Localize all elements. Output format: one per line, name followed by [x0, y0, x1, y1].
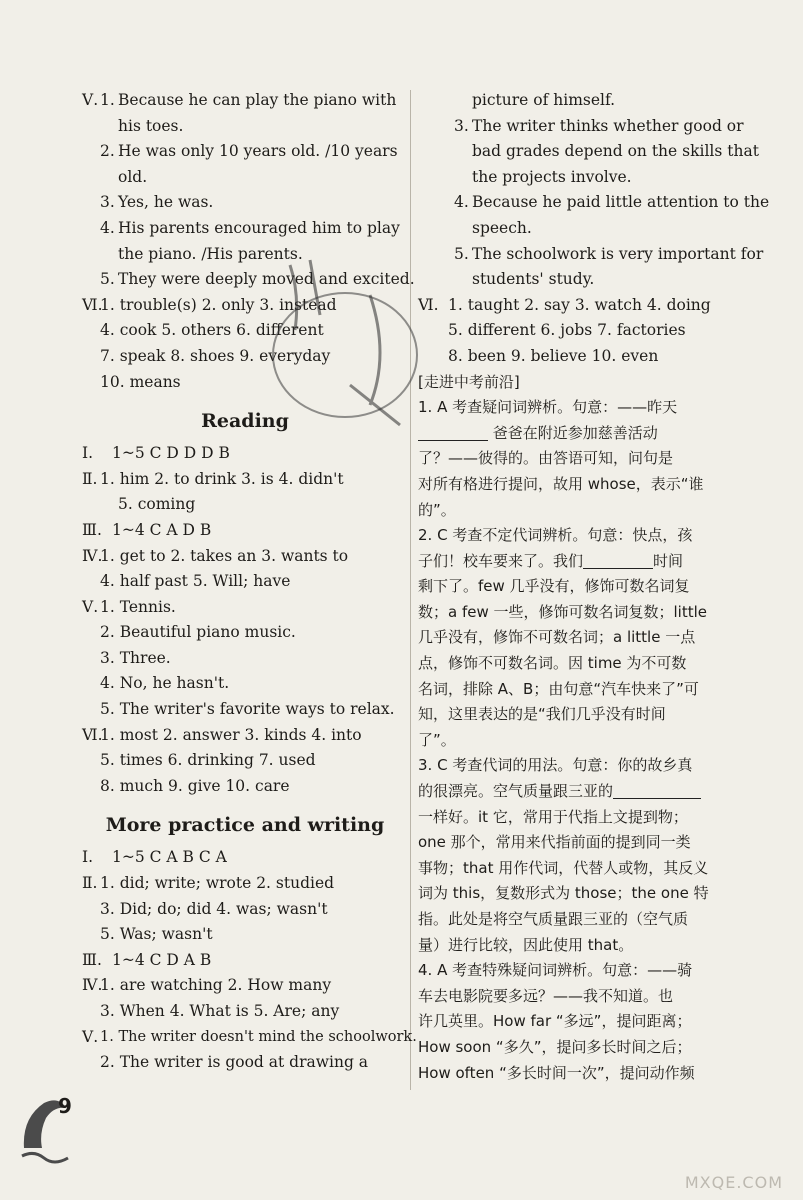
answer-text: 8. much 9. give 10. care [100, 776, 290, 795]
answer-line [82, 999, 408, 1025]
section-mark: Ⅳ. [82, 546, 103, 565]
section-mark: Ⅵ. [82, 725, 103, 744]
explanation-line [418, 779, 748, 805]
column-divider [410, 90, 411, 1090]
answer-line [418, 318, 748, 344]
answer-line [418, 293, 748, 319]
answer-line [82, 671, 408, 697]
section-mark: Ⅴ. [82, 597, 99, 616]
answer-line [82, 441, 408, 467]
answer-text: 1. did; write; wrote 2. studied [100, 874, 335, 893]
answer-line [82, 723, 408, 749]
section-mark: Ⅵ. [82, 295, 103, 314]
answer-line [418, 165, 748, 191]
explanation-text: 1. A 考查疑问词辨析。句意：——昨天 [418, 398, 678, 417]
answer-line [82, 845, 408, 871]
answer-text: old. [118, 167, 148, 186]
answer-text: 8. been 9. believe 10. even [448, 346, 659, 365]
explanation-4 [418, 958, 748, 1086]
section-mark: Ⅳ. [82, 976, 103, 995]
answer-line [82, 370, 408, 396]
answer-text: 1. The writer doesn't mind the schoolwork. [100, 1028, 417, 1045]
answer-text: 3. Did; do; did 4. was; wasn't [100, 899, 328, 918]
explanation-text: 名词，排除 A、B；由句意“汽车快来了”可 [418, 679, 699, 698]
answer-text: 1. get to 2. takes an 3. wants to [100, 546, 349, 565]
answer-text: 7. speak 8. shoes 9. everyday [100, 346, 331, 365]
explanation-text: 几乎没有，修饰不可数名词；a little 一点 [418, 628, 696, 647]
answer-text: 5. Was; wasn't [100, 925, 213, 944]
section-heading-more-practice: More practice and writing [105, 814, 385, 837]
answer-text: 1~5 C D D D B [112, 444, 230, 463]
answer-line [82, 871, 408, 897]
answer-text: 4. cook 5. others 6. different [100, 321, 324, 340]
explanation-text: 的”。 [418, 500, 456, 519]
left-column [82, 88, 417, 1076]
answer-line [82, 518, 408, 544]
answer-text: The schoolwork is very important for [472, 244, 764, 263]
item-number: 4. [454, 193, 469, 212]
answer-text: the piano. /His parents. [118, 244, 303, 263]
explanation-text: 一样好。it 它，常用于代指上文提到物； [418, 807, 688, 826]
answer-line [82, 88, 408, 114]
answer-line [82, 922, 408, 948]
answer-text: They were deeply moved and excited. [118, 270, 415, 289]
answer-text: students' study. [472, 270, 595, 289]
answer-text: 5. different 6. jobs 7. factories [448, 321, 686, 340]
explanation-text: 子们！校车要来了。我们 [418, 551, 584, 570]
explanation-text: 数；a few 一些，修饰可数名词复数；little [418, 602, 708, 621]
answer-text: The writer thinks whether good or [472, 116, 744, 135]
answer-text: 4. half past 5. Will; have [100, 572, 291, 591]
answer-text: 1. him 2. to drink 3. is 4. didn't [100, 469, 344, 488]
item-number: 3. [100, 193, 115, 212]
answer-text: 1. trouble(s) 2. only 3. instead [100, 295, 337, 314]
explanation-2 [418, 523, 748, 753]
right-column [418, 88, 770, 1086]
answer-text: 2. Beautiful piano music. [100, 623, 296, 642]
answer-line [82, 242, 408, 268]
answer-line [418, 267, 748, 293]
explanation-1 [418, 395, 748, 523]
answer-line [418, 114, 748, 140]
answer-text: his toes. [118, 116, 184, 135]
item-number: 5. [100, 270, 115, 289]
answer-text: Because he can play the piano with [118, 91, 397, 109]
answer-line [82, 774, 408, 800]
section-mark: Ⅴ. [82, 91, 99, 109]
watermark: MXQE.COM [684, 1173, 783, 1192]
explanation-text: 许几英里。How far “多远”，提问距离； [418, 1012, 692, 1031]
explanation-text: 点，修饰不可数名词。因 time 为不可数 [418, 654, 687, 673]
answer-text: His parents encouraged him to play [118, 218, 400, 237]
answer-text: speech. [472, 218, 532, 237]
fill-blank [613, 782, 701, 799]
explanation-text: 知，这里表达的是“我们几乎没有时间 [418, 705, 666, 724]
item-number: 3. [454, 116, 469, 135]
answer-line [82, 569, 408, 595]
explanation-text: 车去电影院要多远？——我不知道。也 [418, 986, 674, 1005]
answer-line [418, 216, 748, 242]
answer-line [82, 897, 408, 923]
answer-line [82, 595, 408, 621]
item-number: 2. [100, 142, 115, 161]
answer-line [418, 344, 748, 370]
section-mark: Ⅰ. [82, 848, 94, 867]
answer-text: the projects involve. [472, 167, 632, 186]
answer-line [82, 344, 408, 370]
answer-text: 5. The writer's favorite ways to relax. [100, 700, 395, 719]
answer-line [82, 697, 408, 723]
answer-line [82, 114, 408, 140]
item-number: 1. [100, 91, 115, 109]
section-mark: Ⅱ. [82, 874, 98, 893]
explanation-text: 4. A 考查特殊疑问词辨析。句意：——骑 [418, 961, 693, 980]
section-mark: Ⅱ. [82, 469, 98, 488]
answer-line [82, 318, 408, 344]
answer-line [82, 467, 408, 493]
answer-line [82, 948, 408, 974]
page-number: 9 [58, 1094, 72, 1118]
answer-text: 5. times 6. drinking 7. used [100, 751, 316, 770]
answer-line [82, 165, 408, 191]
answer-text: 1~4 C D A B [112, 950, 212, 969]
answer-line [82, 1025, 417, 1051]
answer-text: 3. Three. [100, 648, 171, 667]
answer-line [82, 973, 408, 999]
explanation-text: 爸爸在附近参加慈善活动 [492, 423, 658, 442]
answer-line [82, 492, 408, 518]
answer-text: Because he paid little attention to the [472, 193, 770, 212]
answer-line [418, 88, 748, 114]
answer-text: 2. The writer is good at drawing a [100, 1053, 369, 1072]
answer-text: picture of himself. [472, 91, 616, 109]
section-mark: Ⅲ. [82, 520, 102, 539]
answer-text: 3. When 4. What is 5. Are; any [100, 1002, 340, 1020]
answer-text: 1. taught 2. say 3. watch 4. doing [448, 295, 711, 314]
explanation-text: 3. C 考查代词的用法。句意：你的故乡真 [418, 756, 693, 775]
section-mark: Ⅲ. [82, 950, 102, 969]
answer-text: 1~5 C A B C A [112, 848, 227, 867]
explanation-line [418, 549, 748, 575]
explanation-text: 了”。 [418, 730, 456, 749]
explanation-text: How soon “多久”，提问多长时间之后； [418, 1037, 692, 1056]
explanation-text: 时间 [653, 551, 684, 570]
answer-line [82, 293, 408, 319]
section-mark: Ⅵ. [418, 295, 439, 314]
answer-text: 1~4 C A D B [112, 520, 212, 539]
answer-text: 1. Tennis. [100, 597, 176, 616]
dolphin-logo-icon [14, 1078, 74, 1168]
answer-line [418, 139, 759, 165]
exam-frontier-heading: [走进中考前沿] [418, 372, 520, 391]
answer-line [82, 544, 408, 570]
section-mark: Ⅰ. [82, 444, 94, 463]
explanation-text: 2. C 考查不定代词辨析。句意：快点，孩 [418, 526, 693, 545]
explanation-text: 了？——彼得的。由答语可知，问句是 [418, 449, 674, 468]
answer-line [418, 190, 770, 216]
explanation-text: 的很漂亮。空气质量跟三亚的 [418, 782, 614, 801]
answer-text: 1. are watching 2. How many [100, 976, 332, 995]
answer-text: 4. No, he hasn't. [100, 674, 230, 693]
explanation-text: 事物；that 用作代词，代替人或物，其反义 [418, 858, 709, 877]
section-heading-reading: Reading [201, 410, 289, 433]
explanation-text: 词为 this，复数形式为 those；the one 特 [418, 884, 709, 903]
answer-line [82, 216, 408, 242]
answer-line [82, 190, 408, 216]
answer-line [82, 646, 408, 672]
explanation-text: 对所有格进行提问，故用 whose，表示“谁 [418, 474, 704, 493]
fill-blank [583, 552, 653, 569]
answer-line [82, 1050, 408, 1076]
item-number: 4. [100, 218, 115, 237]
explanation-3 [418, 753, 748, 958]
answer-text: He was only 10 years old. /10 years [118, 142, 398, 161]
explanation-text: 指。此处是将空气质量跟三亚的（空气质 [418, 910, 689, 928]
explanation-text: 量）进行比较，因此使用 that。 [418, 935, 634, 954]
explanation-text: 剩下了。few 几乎没有，修饰可数名词复 [418, 577, 690, 596]
answer-text: 1. most 2. answer 3. kinds 4. into [100, 725, 362, 744]
answer-text: 5. coming [118, 495, 196, 514]
explanation-text: one 那个，常用来代指前面的提到同一类 [418, 833, 691, 852]
explanation-text: How often “多长时间一次”，提问动作频 [418, 1063, 695, 1082]
explanation-line [418, 421, 748, 447]
section-mark: Ⅴ. [82, 1027, 99, 1046]
answer-line [82, 267, 415, 293]
answer-line [82, 620, 408, 646]
answer-text: 10. means [100, 372, 181, 391]
answer-text: bad grades depend on the skills that [472, 142, 759, 161]
answer-line [418, 242, 764, 268]
answer-text: Yes, he was. [118, 193, 214, 212]
answer-line [82, 139, 408, 165]
item-number: 5. [454, 244, 469, 263]
fill-blank [418, 424, 488, 441]
answer-line [82, 748, 408, 774]
